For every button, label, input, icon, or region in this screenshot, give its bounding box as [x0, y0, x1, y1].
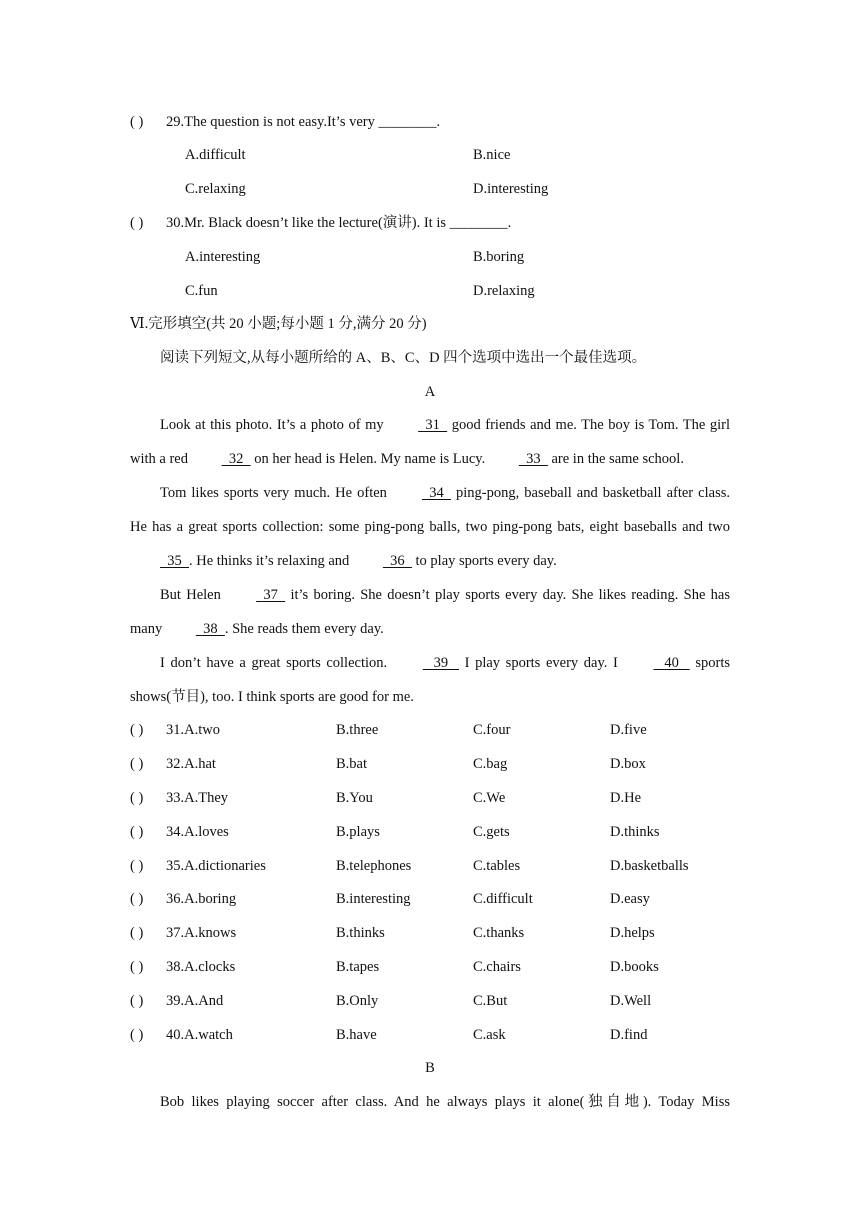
- option-b: B.thinks: [336, 925, 385, 941]
- blank-40: 40: [653, 655, 690, 671]
- blank-38: 38: [195, 621, 225, 637]
- option-a: A.interesting: [185, 249, 261, 265]
- option-b: B.telephones: [336, 858, 412, 874]
- option-c: C.But: [473, 993, 508, 1009]
- option-b: B.tapes: [336, 959, 380, 975]
- option-d: D.Well: [610, 993, 652, 1009]
- option-c: C.thanks: [473, 925, 525, 941]
- section-instruction: 阅读下列短文,从每小题所给的 A、B、C、D 四个选项中选出一个最佳选项。: [160, 350, 647, 366]
- question-stem: 29.The question is not easy.It’s very: [166, 114, 379, 130]
- option-b: B.plays: [336, 824, 380, 840]
- option-c: C.bag: [473, 756, 508, 772]
- option-d: D.thinks: [610, 824, 660, 840]
- passage-paragraph: Tom likes sports very much. He often 34 ping-pong, baseball and basketball after class. He has a great sports collection: some ping-pong balls, two ping-pong bats, eight baseballs and two 35 . He thinks it’s relaxing and 36 to play sports every day.: [130, 476, 730, 578]
- option-c: C.gets: [473, 824, 510, 840]
- question-35: ( ) 35.A.dictionaries: [130, 858, 266, 874]
- option-c: C.We: [473, 790, 506, 806]
- question-38: ( ) 38.A.clocks: [130, 959, 236, 975]
- option-d: D.He: [610, 790, 642, 806]
- passage-paragraph: But Helen 37 it’s boring. She doesn’t play sports every day. She likes reading. She has many 38 . She reads them every day.: [130, 578, 730, 646]
- option-c: C.four: [473, 722, 511, 738]
- blank-37: 37: [256, 587, 286, 603]
- question-stem: 30.Mr. Black doesn’t like the lecture(演讲). It is: [166, 215, 450, 231]
- answer-paren: ( ): [130, 114, 144, 130]
- question-40: ( ) 40.A.watch: [130, 1027, 233, 1043]
- answer-paren: ( ): [130, 215, 144, 231]
- option-c: C.difficult: [473, 891, 533, 907]
- option-b: B.boring: [473, 249, 525, 265]
- option-a: A.difficult: [185, 147, 246, 163]
- option-b: B.interesting: [336, 891, 411, 907]
- passage-a-label: A: [424, 384, 436, 400]
- question-31: ( ) 31.A.two: [130, 722, 220, 738]
- answer-blank: ________: [449, 215, 508, 231]
- option-c: C.fun: [185, 283, 218, 299]
- passage-b-paragraph: Bob likes playing soccer after class. And he always plays it alone(独自地). Today Miss: [160, 1094, 730, 1110]
- section-heading: Ⅵ.完形填空(共 20 小题;每小题 1 分,满分 20 分): [130, 316, 427, 332]
- option-b: B.You: [336, 790, 373, 806]
- option-c: C.relaxing: [185, 181, 246, 197]
- option-d: D.relaxing: [473, 283, 535, 299]
- option-d: D.interesting: [473, 181, 549, 197]
- option-d: D.find: [610, 1027, 648, 1043]
- option-b: B.three: [336, 722, 379, 738]
- option-b: B.bat: [336, 756, 368, 772]
- blank-35: 35: [160, 553, 189, 569]
- option-d: D.box: [610, 756, 646, 772]
- option-b: B.nice: [473, 147, 511, 163]
- blank-34: 34: [421, 485, 451, 501]
- option-d: D.basketballs: [610, 858, 689, 874]
- passage-paragraph: Look at this photo. It’s a photo of my 31 good friends and me. The boy is Tom. The girl with a red 32 on her head is Helen. My name is Lucy. 33 are in the same school.: [130, 408, 730, 476]
- question-36: ( ) 36.A.boring: [130, 891, 237, 907]
- blank-39: 39: [422, 655, 460, 671]
- answer-blank: ________: [378, 114, 437, 130]
- option-d: D.helps: [610, 925, 655, 941]
- option-d: D.five: [610, 722, 647, 738]
- question-39: ( ) 39.A.And: [130, 993, 224, 1009]
- blank-32: 32: [221, 451, 251, 467]
- question-32: ( ) 32.A.hat: [130, 756, 216, 772]
- option-c: C.tables: [473, 858, 521, 874]
- option-b: B.have: [336, 1027, 377, 1043]
- option-d: D.easy: [610, 891, 650, 907]
- question-29: ( ) 29.The question is not easy.It’s very ________.: [130, 114, 441, 130]
- question-34: ( ) 34.A.loves: [130, 824, 229, 840]
- blank-31: 31: [418, 417, 448, 433]
- option-d: D.books: [610, 959, 659, 975]
- option-c: C.chairs: [473, 959, 521, 975]
- blank-33: 33: [518, 451, 548, 467]
- passage-paragraph: I don’t have a great sports collection. 39 I play sports every day. I 40 sports shows(节目), too. I think sports are good for me.: [130, 646, 730, 714]
- question-30: ( ) 30.Mr. Black doesn’t like the lecture(演讲). It is ________.: [130, 215, 512, 231]
- passage-b-label: B: [425, 1060, 435, 1076]
- blank-36: 36: [382, 553, 412, 569]
- passage-a: [130, 408, 730, 714]
- question-33: ( ) 33.A.They: [130, 790, 229, 806]
- question-37: ( ) 37.A.knows: [130, 925, 237, 941]
- option-c: C.ask: [473, 1027, 506, 1043]
- option-b: B.Only: [336, 993, 379, 1009]
